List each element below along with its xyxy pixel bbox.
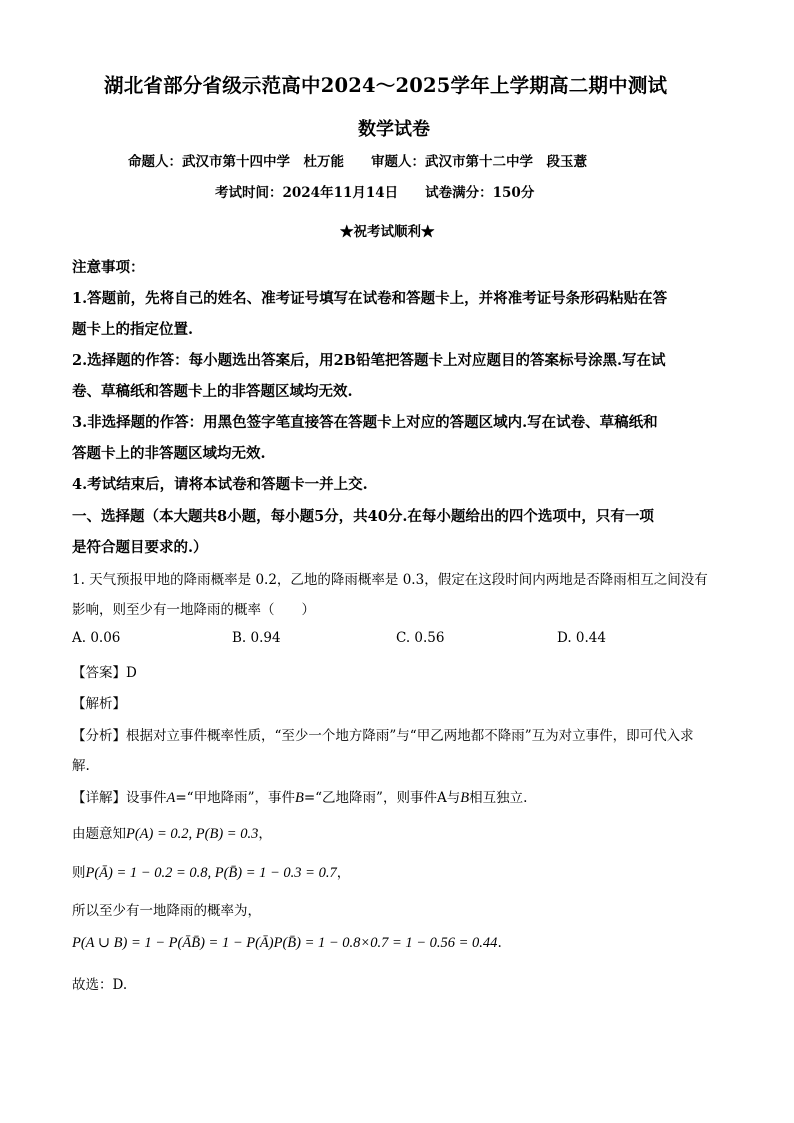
event-a-definition: =“甲地降雨”，事件 [175, 790, 295, 806]
choose-line: 故选：D. [72, 977, 128, 993]
given-prefix: 由题意知 [72, 826, 126, 842]
section-heading-cont: 是符合题目要求的.） [72, 539, 208, 556]
given-formula: P(A) = 0.2, P(B) = 0.3 [126, 826, 259, 842]
fenxi-line: 【分析】根据对立事件概率性质，“至少一个地方降雨”与“甲乙两地都不降雨”互为对立事件，即可代入求 [72, 728, 694, 744]
note-line: 题卡上的指定位置. [72, 321, 194, 338]
note-line: 4.考试结束后，请将本试卷和答题卡一并上交. [72, 476, 368, 493]
question-stem: 1. 天气预报甲地的降雨概率是 0.2，乙地的降雨概率是 0.3，假定在这段时间内两地是否降雨相互之间没有 [72, 572, 708, 588]
then-prefix: 则 [72, 865, 86, 881]
fenxi-line-cont: 解. [72, 758, 90, 774]
note-line: 答题卡上的非答题区域均无效. [72, 445, 266, 462]
blessing-line: ★祝考试顺利★ [340, 224, 435, 240]
so-line: 所以至少有一地降雨的概率为， [72, 903, 261, 919]
then-formula: P(Ā) = 1 − 0.2 = 0.8, P(B̄) = 1 − 0.3 = 0.7 [85, 865, 337, 881]
note-line: 卷、草稿纸和答题卡上的非答题区域均无效. [72, 383, 353, 400]
then-line [72, 861, 350, 882]
option-b: B. 0.94 [232, 630, 281, 646]
notes-heading: 注意事项： [72, 259, 145, 276]
note-line: 1.答题前，先将自己的姓名、准考证号填写在试卷和答题卡上，并将准考证号条形码粘贴在答 [72, 290, 668, 307]
option-d: D. 0.44 [557, 630, 606, 646]
given-suffix: ， [258, 826, 272, 842]
analysis-tag: 【解析】 [72, 696, 126, 712]
answer-line: 【答案】D [72, 665, 137, 681]
final-formula: P(A ∪ B) = 1 − P(ĀB̄) = 1 − P(Ā)P(B̄) = 1 − 0.8×0.7 = 1 − 0.56 = 0.44 [72, 935, 498, 951]
authors-line: 命题人：武汉市第十四中学 杜万能 审题人：武汉市第十二中学 段玉薏 [128, 154, 587, 170]
event-b-symbol: B [294, 790, 304, 806]
option-c: C. 0.56 [396, 630, 445, 646]
final-line [72, 935, 502, 952]
xiangjie-prefix: 【详解】设事件 [72, 790, 167, 806]
event-a-symbol: A [166, 790, 176, 806]
event-b-symbol-2: B [460, 790, 470, 806]
given-line [72, 822, 272, 843]
xiangjie-line [72, 786, 527, 807]
event-b-definition: =“乙地降雨”，则事件A与 [303, 790, 461, 806]
independence-text: 相互独立. [469, 790, 528, 806]
section-heading: 一、选择题（本大题共8小题，每小题5分，共40分.在每小题给出的四个选项中，只有一项 [72, 508, 654, 525]
question-stem-cont: 影响，则至少有一地降雨的概率（ ） [72, 602, 315, 618]
exam-info-line: 考试时间：2024年11月14日 试卷满分：150分 [215, 185, 535, 201]
subject-title: 数学试卷 [358, 119, 430, 140]
page-title: 湖北省部分省级示范高中2024～2025学年上学期高二期中测试 [104, 74, 668, 97]
note-line: 3.非选择题的作答：用黑色签字笔直接答在答题卡上对应的答题区域内.写在试卷、草稿纸和 [72, 414, 658, 431]
note-line: 2.选择题的作答：每小题选出答案后，用2B铅笔把答题卡上对应题目的答案标号涂黑.写在试 [72, 352, 666, 369]
then-suffix: ， [336, 865, 351, 881]
option-a: A. 0.06 [72, 630, 121, 646]
final-suffix: . [497, 935, 502, 951]
